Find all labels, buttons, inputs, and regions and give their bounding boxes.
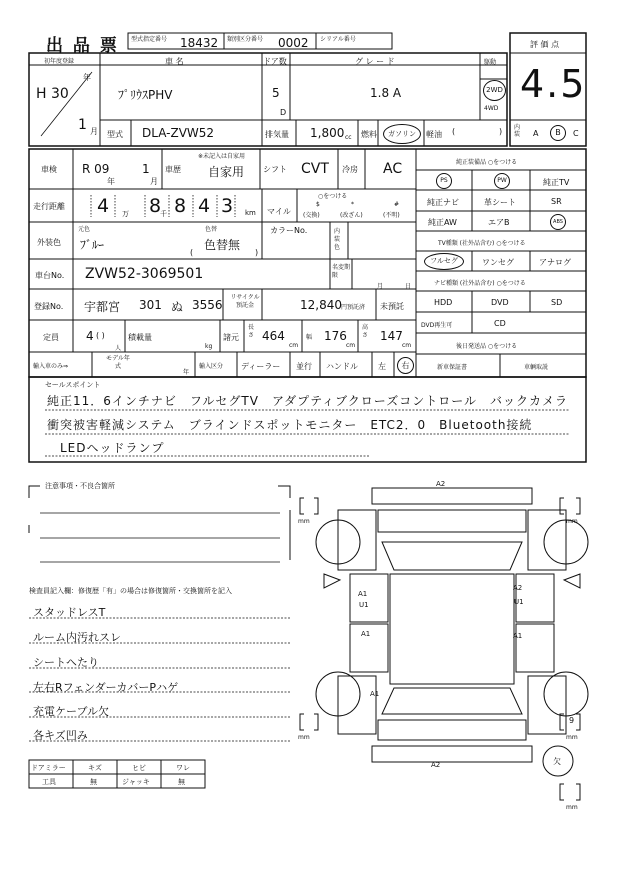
notes-label: 注意事項・不良合箇所	[45, 482, 115, 490]
legend-value: 工具	[42, 778, 56, 786]
analog: アナログ	[539, 258, 571, 267]
navi-hdd: HDD	[434, 298, 453, 307]
tread-bracket	[576, 784, 580, 800]
fuel-gas-circled: ガソリン	[383, 124, 421, 144]
category-no: 0002	[278, 36, 309, 50]
navi-sd: SD	[551, 298, 563, 307]
plate-number: 3556	[192, 298, 223, 312]
sales-line: 衝突被害軽減システム ブラインドスポットモニター ETC2．0 Bluetooth接続	[47, 418, 533, 432]
trunk	[378, 720, 526, 740]
mm-unit: mm	[298, 518, 310, 525]
form-title: 出 品 票	[46, 36, 119, 56]
capacity-label: 定員	[43, 333, 59, 342]
shaken-label: 車検	[41, 165, 57, 174]
grade-label: グ レ ー ド	[355, 57, 395, 66]
recycle-unpaid: 未預託	[380, 302, 404, 311]
tv-type-label: TV種類 (社外品含む) ○をつける	[438, 240, 526, 247]
damage-mark: U1	[359, 601, 369, 609]
hood	[378, 510, 526, 532]
legend-header: ドアミラー	[31, 764, 66, 772]
spare-missing-mark: 欠	[553, 757, 561, 766]
navi-type-label: ナビ種類 (社外品含む) ○をつける	[434, 280, 526, 287]
history-note: ※未記入は自家用	[198, 153, 246, 160]
abs-circled: ABS	[550, 214, 566, 230]
model-cert-label: 型式指定番号	[131, 36, 168, 43]
tread-bracket	[314, 714, 318, 730]
sales-label: セールスポイント	[45, 381, 101, 389]
front-left-door	[350, 574, 388, 622]
plate-region: 宇都宮	[84, 300, 121, 314]
model-type: DLA-ZVW52	[142, 126, 215, 140]
height-label: 高さ	[362, 324, 369, 339]
oneseg: ワンセグ	[482, 258, 514, 267]
length-label: 長さ	[248, 324, 255, 339]
month-mark: 月	[90, 127, 98, 136]
doors-value: 5	[272, 86, 280, 100]
left-mirror	[324, 574, 340, 588]
doors-label: ドア数	[263, 57, 287, 66]
handle-right-circled: 右	[397, 357, 414, 374]
handle-left: 左	[378, 362, 386, 371]
recycle-label: リサイクル預託金	[230, 294, 260, 309]
tread-bracket	[560, 714, 564, 730]
damage-mark: A1	[370, 690, 380, 698]
rear-bumper	[372, 746, 532, 762]
transfer-month: 月	[377, 283, 384, 290]
car-name-label: 車 名	[165, 57, 184, 66]
year-mark: 年	[83, 73, 91, 82]
color-change-label: 色替	[205, 226, 218, 233]
manual: 車輌取説	[524, 364, 549, 371]
note-item: 左右RフェンダーカバーPハゲ	[33, 681, 179, 694]
legend-header: キズ	[88, 764, 102, 772]
legend-header: ヒビ	[132, 764, 146, 772]
damage-mark: A2	[513, 584, 523, 592]
chassis-label: 車台No.	[35, 271, 65, 280]
navi-cd: CD	[494, 319, 506, 328]
mileage-label: 走行距離	[33, 202, 65, 211]
shaken-month: 1	[142, 162, 150, 176]
displacement-unit: cc	[345, 134, 352, 141]
load-label: 積載量	[128, 333, 152, 342]
tread-depth-rear-right: 9	[569, 716, 575, 725]
handle-label: ハンドル	[326, 362, 358, 371]
note-item: 各キズ凹み	[33, 729, 88, 742]
airbag: エアB	[488, 218, 510, 227]
navi-dvd: DVD	[491, 298, 509, 307]
legend-header: ワレ	[176, 764, 190, 772]
note-item: シートヘたり	[33, 656, 99, 669]
roof	[390, 574, 514, 684]
mileage-digit: 3	[221, 195, 234, 217]
grade-value: 1.8 A	[370, 86, 402, 100]
mark-hint: ○をつける	[318, 193, 348, 200]
sales-line: LEDヘッドランプ	[60, 441, 165, 455]
leather-seat: 革シート	[484, 198, 516, 207]
tread-bracket	[560, 498, 564, 514]
shift-value: CVT	[301, 161, 329, 177]
shaken-year-mark: 年	[107, 177, 115, 186]
plate-label: 登録No.	[34, 302, 64, 311]
interior-label: 内装	[514, 124, 521, 138]
capacity-value: 4	[86, 329, 94, 343]
damage-mark: U1	[514, 598, 524, 606]
km-unit: km	[245, 209, 256, 217]
model-type-label: 型式	[107, 130, 123, 139]
windshield	[382, 542, 522, 570]
color-label: 外装色	[37, 238, 61, 247]
transfer-label: 名変期限	[332, 264, 351, 279]
first-reg-label: 初年度登録	[44, 58, 75, 65]
man-mark: 万	[122, 210, 129, 218]
sunroof: SR	[551, 197, 562, 206]
height-unit: cm	[402, 342, 412, 349]
mm-unit: mm	[566, 518, 578, 525]
first-reg-month: 1	[78, 117, 87, 133]
tread-bracket	[300, 498, 304, 514]
fullseg-circled: フルセグ	[424, 253, 464, 270]
tread-bracket	[576, 714, 580, 730]
sales-line: 純正11．6インチナビ フルセグTV アダプティブクローズコントロール バックカメラ	[47, 394, 568, 408]
shift-label: シフト	[263, 165, 287, 174]
note-item: 充電ケーブル欠	[33, 705, 110, 718]
drive-label: 駆動	[484, 59, 497, 66]
note-item: スタッドレスT	[33, 606, 106, 619]
door-type: D	[280, 108, 287, 117]
pw-circled: PW	[494, 173, 510, 189]
exchange-label: (交換)	[303, 212, 320, 219]
width-value: 176	[324, 329, 347, 343]
shaken-era: R 09	[82, 162, 110, 176]
altered-label: (改ざん)	[340, 212, 363, 219]
front-left-fender	[338, 510, 376, 570]
sen-mark: 千	[160, 210, 167, 218]
length-unit: cm	[289, 342, 299, 349]
tread-bracket	[314, 498, 318, 514]
damage-mark: A2	[436, 480, 446, 488]
mileage-digit: 8	[149, 195, 162, 217]
dvd-playback: DVD再生可	[421, 322, 453, 329]
warranty: 新車保証書	[437, 364, 468, 371]
tread-bracket	[300, 714, 304, 730]
height-value: 147	[380, 329, 403, 343]
recycle-unit: 円預託済	[341, 304, 366, 311]
drive-4wd: 4WD	[484, 105, 499, 112]
mileage-digit: 8	[174, 195, 187, 217]
mile-label: マイル	[267, 207, 291, 216]
right-mirror	[564, 574, 580, 588]
transfer-day: 日	[405, 283, 412, 290]
chassis-no: ZVW52-3069501	[85, 266, 204, 282]
mileage-digit: 4	[198, 195, 211, 217]
import-dealer: ディーラー	[241, 362, 281, 371]
interior-a: A	[533, 129, 539, 138]
original-color-label: 元色	[78, 226, 91, 233]
original-color: ﾌﾞﾙｰ	[80, 238, 105, 252]
history-value: 自家用	[208, 165, 245, 179]
unknown-label: (不明)	[383, 212, 400, 219]
ac-label: 冷房	[342, 165, 358, 174]
hash-mark: #	[394, 201, 400, 208]
ac-value: AC	[383, 161, 403, 177]
model-year-label: モデル年式	[106, 355, 130, 370]
load-unit: kg	[205, 343, 213, 350]
width-unit: cm	[346, 342, 356, 349]
mileage-digits	[85, 195, 260, 217]
damage-mark: A2	[431, 761, 441, 769]
first-reg-era: H 30	[36, 86, 69, 102]
rear-window	[382, 688, 522, 714]
genuine-tv: 純正TV	[543, 178, 570, 187]
score-label: 評 価 点	[530, 40, 560, 49]
mm-unit: mm	[298, 734, 310, 741]
dollar-mark: $	[316, 201, 320, 208]
inspector-label: 検査員記入欄：修復歴「有」の場合は修復箇所・交換箇所を記入	[29, 587, 232, 595]
recycle-amount: 12,840	[300, 298, 342, 312]
genuine-navi: 純正ナビ	[427, 198, 459, 207]
dims-label: 諸元	[223, 333, 239, 342]
length-value: 464	[262, 329, 285, 343]
mileage-digit: 4	[97, 195, 110, 217]
genuine-label: 純正装備品 ○をつける	[456, 159, 518, 166]
front-right-fender	[528, 510, 566, 570]
category-label: 類別区分番号	[227, 36, 264, 43]
mm-unit: mm	[566, 734, 578, 741]
front-bumper	[372, 488, 532, 504]
legend-value: 無	[90, 778, 97, 786]
drive-2wd-circled: 2WD	[483, 80, 506, 101]
damage-mark: A1	[513, 632, 523, 640]
shaken-month-mark: 月	[150, 177, 158, 186]
fuel-diesel: 軽油	[426, 130, 442, 139]
genuine-aw: 純正AW	[428, 218, 457, 227]
capacity-unit: 人	[115, 345, 122, 352]
car-name: ﾌﾟﾘｳｽPHV	[118, 88, 173, 102]
fuel-label: 燃料	[361, 130, 377, 139]
later-shipment-label: 後日発送品 ○をつける	[456, 343, 518, 350]
tread-bracket	[560, 784, 564, 800]
legend-value: 無	[178, 778, 185, 786]
width-label: 幅	[306, 334, 313, 341]
note-item: ルーム内汚れスレ	[33, 631, 121, 644]
damage-mark: A1	[358, 590, 368, 598]
mm-unit: mm	[566, 804, 578, 811]
color-status: 色替無	[204, 238, 241, 252]
grade-score: 4.5	[520, 62, 587, 106]
plate-kana: ぬ	[171, 300, 184, 314]
interior-c: C	[573, 129, 579, 138]
interior-b-circled: B	[550, 125, 566, 141]
serial-label: シリアル番号	[320, 36, 356, 43]
import-label: 輸入車のみ⇒	[33, 363, 69, 370]
import-class-label: 輸入区分	[199, 363, 224, 370]
color-code-label: カラーNo.	[270, 226, 308, 235]
star-mark: *	[351, 201, 354, 208]
history-label: 車歴	[165, 165, 181, 174]
plate-class: 301	[139, 298, 162, 312]
tread-bracket	[576, 498, 580, 514]
damage-mark: A1	[361, 630, 371, 638]
ps-circled: PS	[436, 173, 452, 189]
displacement-label: 排気量	[265, 130, 289, 139]
interior-color-label: 内装色	[334, 228, 341, 251]
model-cert-no: 18432	[180, 36, 219, 50]
displacement: 1,800	[310, 126, 345, 140]
model-year-unit: 年	[183, 369, 190, 376]
import-parallel: 並行	[296, 362, 312, 371]
legend-value: ジャッキ	[122, 778, 150, 786]
